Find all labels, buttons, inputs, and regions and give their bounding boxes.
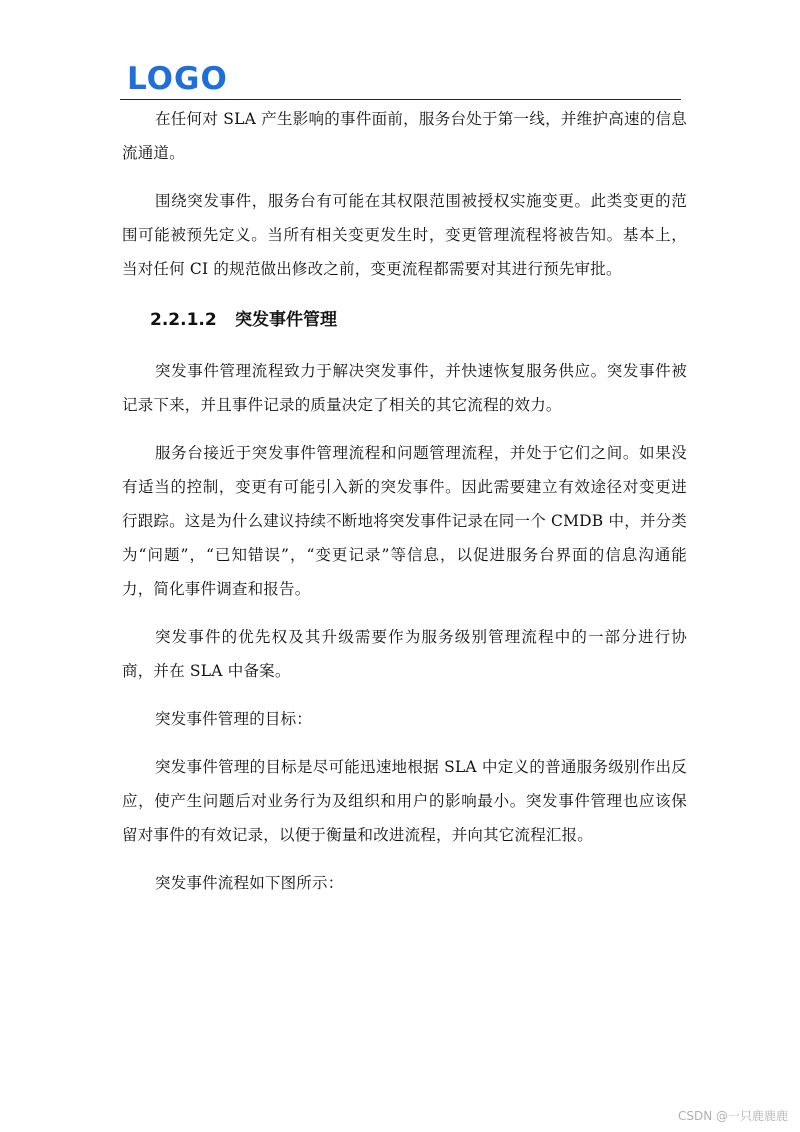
document-body [122, 102, 687, 914]
paragraph: 突发事件的优先权及其升级需要作为服务级别管理流程中的一部分进行协商，并在 SLA 中备案。 [122, 628, 687, 680]
paragraph: 突发事件流程如下图所示： [155, 874, 344, 892]
paragraph: 在任何对 SLA 产生影响的事件面前，服务台处于第一线，并维护高速的信息流通道。 [122, 110, 687, 162]
section-number: 2.2.1.2 [150, 310, 217, 330]
paragraph: 突发事件管理的目标是尽可能迅速地根据 SLA 中定义的普通服务级别作出反应，使产生问题后对业务行为及组织和用户的影响最小。突发事件管理也应该保留对事件的有效记录，以便于衡量和改进流程，并向其它流程汇报。 [122, 758, 687, 844]
paragraph: 突发事件管理流程致力于解决突发事件，并快速恢复服务供应。突发事件被记录下来，并且事件记录的质量决定了相关的其它流程的效力。 [122, 362, 687, 414]
logo: LOGO [127, 61, 228, 97]
header-divider [120, 99, 681, 100]
paragraph: 围绕突发事件，服务台有可能在其权限范围被授权实施变更。此类变更的范围可能被预先定义。当所有相关变更发生时，变更管理流程将被告知。基本上，当对任何 CI 的规范做出修改之前，变更流程都需要对其进行预先审批。 [122, 192, 687, 278]
section-heading [122, 303, 687, 337]
paragraph: 突发事件管理的目标： [155, 710, 313, 728]
section-title: 突发事件管理 [235, 310, 337, 330]
paragraph: 服务台接近于突发事件管理流程和问题管理流程，并处于它们之间。如果没有适当的控制，变更有可能引入新的突发事件。因此需要建立有效途径对变更进行跟踪。这是为什么建议持续不断地将突发事件记录在同一个 CMDB 中，并分类为“问题”，“已知错误”，“变更记录”等信息，以促进服务台界面的信息沟通能力，简化事件调查和报告。 [122, 444, 688, 598]
watermark: CSDN @一只鹿鹿鹿 [677, 1109, 788, 1123]
